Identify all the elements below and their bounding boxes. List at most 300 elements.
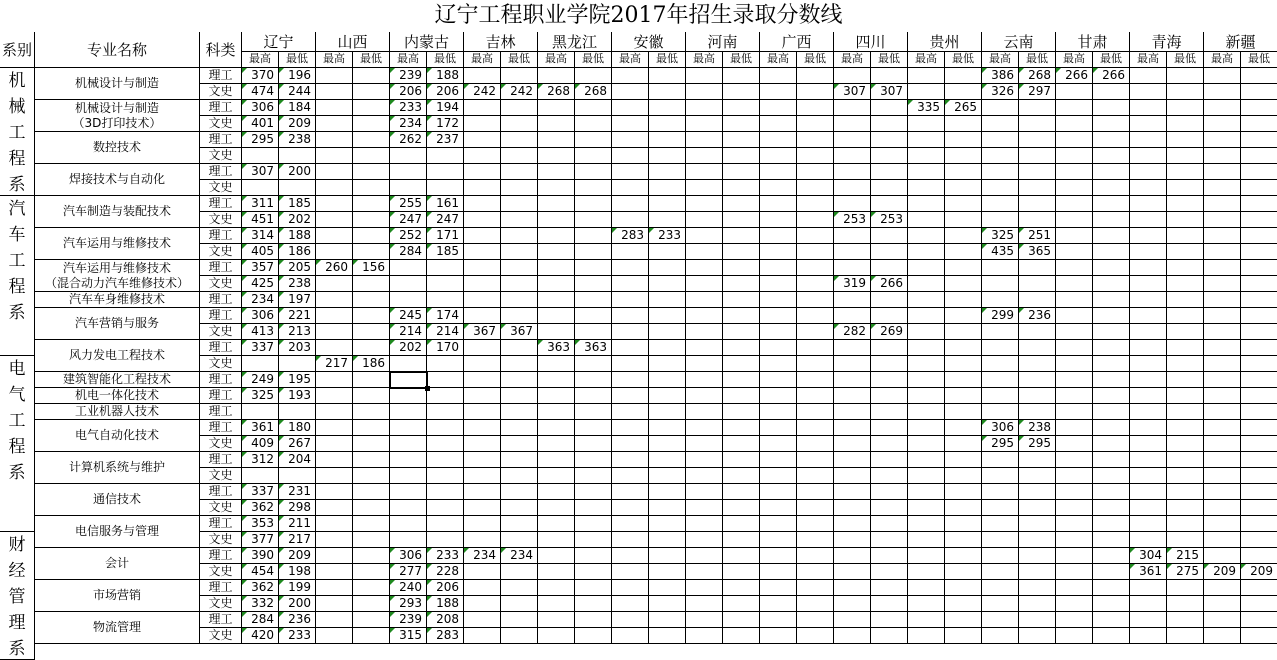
empty-cell[interactable] [797,276,834,292]
empty-cell[interactable] [945,388,982,404]
province-header[interactable]: 吉林 [464,32,538,52]
empty-cell[interactable] [464,372,501,388]
empty-cell[interactable] [316,228,353,244]
empty-cell[interactable] [834,308,871,324]
empty-cell[interactable] [353,452,390,468]
empty-cell[interactable] [1019,388,1056,404]
empty-cell[interactable] [871,260,908,276]
empty-cell[interactable] [575,580,612,596]
empty-cell[interactable] [464,292,501,308]
empty-cell[interactable] [464,596,501,612]
empty-cell[interactable] [1019,452,1056,468]
empty-cell[interactable] [1093,516,1130,532]
empty-cell[interactable] [464,244,501,260]
empty-cell[interactable] [649,548,686,564]
empty-cell[interactable] [723,596,760,612]
empty-cell[interactable] [908,580,945,596]
empty-cell[interactable] [575,468,612,484]
score-lowest-cell[interactable]: 275 [1167,564,1204,580]
header-major[interactable]: 专业名称 [35,32,200,68]
empty-cell[interactable] [501,404,538,420]
empty-cell[interactable] [427,276,464,292]
empty-cell[interactable] [501,148,538,164]
empty-cell[interactable] [760,388,797,404]
empty-cell[interactable] [945,260,982,276]
empty-cell[interactable] [1019,212,1056,228]
empty-cell[interactable] [1167,340,1204,356]
header-lowest[interactable]: 最低 [1241,52,1277,68]
empty-cell[interactable] [723,148,760,164]
empty-cell[interactable] [908,612,945,628]
empty-cell[interactable] [908,388,945,404]
score-lowest-cell[interactable]: 205 [279,260,316,276]
empty-cell[interactable] [538,260,575,276]
empty-cell[interactable] [464,340,501,356]
empty-cell[interactable] [1167,292,1204,308]
empty-cell[interactable] [760,628,797,644]
score-lowest-cell[interactable]: 247 [427,212,464,228]
subject-cell[interactable]: 理工 [200,340,242,356]
empty-cell[interactable] [834,260,871,276]
empty-cell[interactable] [908,260,945,276]
empty-cell[interactable] [390,452,427,468]
empty-cell[interactable] [1204,148,1241,164]
subject-cell[interactable]: 理工 [200,452,242,468]
empty-cell[interactable] [686,212,723,228]
empty-cell[interactable] [1204,452,1241,468]
empty-cell[interactable] [686,452,723,468]
empty-cell[interactable] [1093,292,1130,308]
empty-cell[interactable] [1019,340,1056,356]
score-highest-cell[interactable]: 409 [242,436,279,452]
empty-cell[interactable] [982,276,1019,292]
empty-cell[interactable] [1241,436,1277,452]
empty-cell[interactable] [649,516,686,532]
empty-cell[interactable] [1204,516,1241,532]
score-lowest-cell[interactable]: 365 [1019,244,1056,260]
empty-cell[interactable] [501,116,538,132]
header-highest[interactable]: 最高 [242,52,279,68]
empty-cell[interactable] [871,164,908,180]
major-name-cell[interactable] [35,420,200,452]
empty-cell[interactable] [1204,116,1241,132]
empty-cell[interactable] [575,388,612,404]
empty-cell[interactable] [686,132,723,148]
score-highest-cell[interactable]: 367 [464,324,501,340]
empty-cell[interactable] [1167,532,1204,548]
header-highest[interactable]: 最高 [464,52,501,68]
empty-cell[interactable] [1093,356,1130,372]
empty-cell[interactable] [908,164,945,180]
empty-cell[interactable] [871,500,908,516]
score-lowest-cell[interactable]: 172 [427,116,464,132]
empty-cell[interactable] [612,340,649,356]
subject-cell[interactable]: 理工 [200,516,242,532]
score-lowest-cell[interactable]: 237 [427,132,464,148]
empty-cell[interactable] [575,260,612,276]
score-highest-cell[interactable]: 252 [390,228,427,244]
empty-cell[interactable] [316,212,353,228]
empty-cell[interactable] [871,132,908,148]
empty-cell[interactable] [501,500,538,516]
score-highest-cell[interactable]: 332 [242,596,279,612]
province-header[interactable]: 安徽 [612,32,686,52]
empty-cell[interactable] [908,292,945,308]
empty-cell[interactable] [538,436,575,452]
score-highest-cell[interactable]: 268 [538,84,575,100]
empty-cell[interactable] [1130,148,1167,164]
empty-cell[interactable] [612,180,649,196]
empty-cell[interactable] [538,180,575,196]
empty-cell[interactable] [1056,84,1093,100]
empty-cell[interactable] [797,324,834,340]
empty-cell[interactable] [1056,164,1093,180]
empty-cell[interactable] [908,308,945,324]
empty-cell[interactable] [464,356,501,372]
score-lowest-cell[interactable]: 238 [1019,420,1056,436]
empty-cell[interactable] [390,436,427,452]
empty-cell[interactable] [1204,484,1241,500]
empty-cell[interactable] [464,628,501,644]
empty-cell[interactable] [316,388,353,404]
empty-cell[interactable] [1056,212,1093,228]
empty-cell[interactable] [1167,436,1204,452]
header-highest[interactable]: 最高 [1204,52,1241,68]
score-highest-cell[interactable]: 306 [242,308,279,324]
empty-cell[interactable] [1204,532,1241,548]
subject-cell[interactable]: 理工 [200,100,242,116]
major-name-cell[interactable] [35,164,200,196]
major-name-cell[interactable] [35,292,200,308]
empty-cell[interactable] [797,548,834,564]
empty-cell[interactable] [834,564,871,580]
empty-cell[interactable] [1093,324,1130,340]
empty-cell[interactable] [723,84,760,100]
empty-cell[interactable] [353,388,390,404]
empty-cell[interactable] [1130,164,1167,180]
empty-cell[interactable] [1056,324,1093,340]
subject-cell[interactable]: 文史 [200,180,242,196]
subject-cell[interactable]: 文史 [200,436,242,452]
empty-cell[interactable] [686,244,723,260]
score-highest-cell[interactable]: 295 [982,436,1019,452]
empty-cell[interactable] [1241,180,1277,196]
empty-cell[interactable] [1204,628,1241,644]
empty-cell[interactable] [353,564,390,580]
empty-cell[interactable] [1093,500,1130,516]
empty-cell[interactable] [686,404,723,420]
empty-cell[interactable] [945,372,982,388]
empty-cell[interactable] [1093,84,1130,100]
header-highest[interactable]: 最高 [538,52,575,68]
score-highest-cell[interactable]: 306 [242,100,279,116]
score-highest-cell[interactable]: 315 [390,628,427,644]
empty-cell[interactable] [1204,372,1241,388]
empty-cell[interactable] [1056,276,1093,292]
score-lowest-cell[interactable]: 251 [1019,228,1056,244]
empty-cell[interactable] [390,148,427,164]
score-highest-cell[interactable]: 386 [982,68,1019,84]
empty-cell[interactable] [1241,292,1277,308]
score-lowest-cell[interactable]: 233 [279,628,316,644]
empty-cell[interactable] [1093,580,1130,596]
empty-cell[interactable] [797,500,834,516]
empty-cell[interactable] [464,420,501,436]
empty-cell[interactable] [1130,612,1167,628]
empty-cell[interactable] [649,404,686,420]
empty-cell[interactable] [760,164,797,180]
empty-cell[interactable] [723,580,760,596]
empty-cell[interactable] [1056,628,1093,644]
empty-cell[interactable] [686,484,723,500]
empty-cell[interactable] [686,196,723,212]
empty-cell[interactable] [390,500,427,516]
empty-cell[interactable] [501,356,538,372]
province-header[interactable]: 四川 [834,32,908,52]
empty-cell[interactable] [1130,292,1167,308]
empty-cell[interactable] [908,276,945,292]
score-lowest-cell[interactable]: 186 [353,356,390,372]
empty-cell[interactable] [760,564,797,580]
empty-cell[interactable] [1093,628,1130,644]
empty-cell[interactable] [908,564,945,580]
empty-cell[interactable] [316,372,353,388]
score-highest-cell[interactable]: 325 [242,388,279,404]
score-lowest-cell[interactable]: 242 [501,84,538,100]
header-lowest[interactable]: 最低 [279,52,316,68]
empty-cell[interactable] [501,100,538,116]
subject-cell[interactable]: 理工 [200,388,242,404]
empty-cell[interactable] [1019,100,1056,116]
empty-cell[interactable] [1204,212,1241,228]
empty-cell[interactable] [316,468,353,484]
score-lowest-cell[interactable]: 208 [427,612,464,628]
empty-cell[interactable] [427,388,464,404]
empty-cell[interactable] [797,356,834,372]
empty-cell[interactable] [575,532,612,548]
empty-cell[interactable] [279,148,316,164]
empty-cell[interactable] [1241,84,1277,100]
empty-cell[interactable] [797,116,834,132]
score-highest-cell[interactable]: 240 [390,580,427,596]
empty-cell[interactable] [945,468,982,484]
empty-cell[interactable] [427,484,464,500]
empty-cell[interactable] [1056,596,1093,612]
empty-cell[interactable] [982,196,1019,212]
empty-cell[interactable] [1093,372,1130,388]
empty-cell[interactable] [945,612,982,628]
score-lowest-cell[interactable]: 265 [945,100,982,116]
empty-cell[interactable] [464,436,501,452]
empty-cell[interactable] [1130,580,1167,596]
empty-cell[interactable] [834,452,871,468]
empty-cell[interactable] [538,580,575,596]
empty-cell[interactable] [1019,596,1056,612]
empty-cell[interactable] [723,548,760,564]
empty-cell[interactable] [1130,484,1167,500]
empty-cell[interactable] [908,628,945,644]
empty-cell[interactable] [612,468,649,484]
empty-cell[interactable] [834,436,871,452]
empty-cell[interactable] [612,548,649,564]
empty-cell[interactable] [575,100,612,116]
empty-cell[interactable] [1241,164,1277,180]
empty-cell[interactable] [686,580,723,596]
empty-cell[interactable] [686,68,723,84]
header-highest[interactable]: 最高 [1056,52,1093,68]
empty-cell[interactable] [575,308,612,324]
empty-cell[interactable] [871,292,908,308]
empty-cell[interactable] [1056,340,1093,356]
empty-cell[interactable] [612,628,649,644]
empty-cell[interactable] [649,356,686,372]
empty-cell[interactable] [723,356,760,372]
header-highest[interactable]: 最高 [1130,52,1167,68]
empty-cell[interactable] [760,372,797,388]
subject-cell[interactable]: 理工 [200,292,242,308]
empty-cell[interactable] [353,228,390,244]
empty-cell[interactable] [945,324,982,340]
empty-cell[interactable] [1093,596,1130,612]
score-highest-cell[interactable]: 277 [390,564,427,580]
score-highest-cell[interactable]: 363 [538,340,575,356]
score-lowest-cell[interactable]: 200 [279,596,316,612]
empty-cell[interactable] [538,372,575,388]
empty-cell[interactable] [1204,164,1241,180]
empty-cell[interactable] [1204,404,1241,420]
empty-cell[interactable] [908,532,945,548]
empty-cell[interactable] [538,356,575,372]
subject-cell[interactable]: 文史 [200,500,242,516]
empty-cell[interactable] [1167,212,1204,228]
major-name-cell[interactable] [35,404,200,420]
score-lowest-cell[interactable]: 188 [279,228,316,244]
empty-cell[interactable] [797,372,834,388]
empty-cell[interactable] [686,324,723,340]
empty-cell[interactable] [612,116,649,132]
score-highest-cell[interactable]: 312 [242,452,279,468]
empty-cell[interactable] [760,276,797,292]
empty-cell[interactable] [427,500,464,516]
empty-cell[interactable] [1019,612,1056,628]
subject-cell[interactable]: 文史 [200,244,242,260]
empty-cell[interactable] [575,612,612,628]
empty-cell[interactable] [908,84,945,100]
empty-cell[interactable] [501,612,538,628]
empty-cell[interactable] [538,324,575,340]
empty-cell[interactable] [1204,436,1241,452]
empty-cell[interactable] [723,196,760,212]
empty-cell[interactable] [945,212,982,228]
empty-cell[interactable] [649,276,686,292]
empty-cell[interactable] [501,340,538,356]
empty-cell[interactable] [760,324,797,340]
empty-cell[interactable] [1019,196,1056,212]
empty-cell[interactable] [945,196,982,212]
score-highest-cell[interactable]: 284 [242,612,279,628]
score-highest-cell[interactable]: 335 [908,100,945,116]
empty-cell[interactable] [723,372,760,388]
empty-cell[interactable] [538,276,575,292]
score-highest-cell[interactable]: 245 [390,308,427,324]
subject-cell[interactable]: 文史 [200,596,242,612]
score-lowest-cell[interactable]: 231 [279,484,316,500]
empty-cell[interactable] [1056,244,1093,260]
empty-cell[interactable] [501,260,538,276]
header-highest[interactable]: 最高 [390,52,427,68]
score-highest-cell[interactable]: 260 [316,260,353,276]
empty-cell[interactable] [575,548,612,564]
empty-cell[interactable] [908,516,945,532]
empty-cell[interactable] [1167,420,1204,436]
empty-cell[interactable] [575,68,612,84]
empty-cell[interactable] [797,612,834,628]
empty-cell[interactable] [538,516,575,532]
empty-cell[interactable] [760,404,797,420]
empty-cell[interactable] [353,404,390,420]
subject-cell[interactable]: 理工 [200,68,242,84]
empty-cell[interactable] [871,68,908,84]
empty-cell[interactable] [797,132,834,148]
empty-cell[interactable] [1130,468,1167,484]
empty-cell[interactable] [279,356,316,372]
empty-cell[interactable] [464,308,501,324]
header-lowest[interactable]: 最低 [1093,52,1130,68]
empty-cell[interactable] [1056,420,1093,436]
empty-cell[interactable] [1093,532,1130,548]
empty-cell[interactable] [353,148,390,164]
header-lowest[interactable]: 最低 [945,52,982,68]
empty-cell[interactable] [538,196,575,212]
empty-cell[interactable] [871,548,908,564]
subject-cell[interactable]: 理工 [200,612,242,628]
empty-cell[interactable] [390,484,427,500]
empty-cell[interactable] [982,180,1019,196]
empty-cell[interactable] [612,292,649,308]
score-lowest-cell[interactable]: 186 [279,244,316,260]
header-highest[interactable]: 最高 [834,52,871,68]
province-header[interactable]: 河南 [686,32,760,52]
empty-cell[interactable] [427,516,464,532]
empty-cell[interactable] [464,404,501,420]
empty-cell[interactable] [649,148,686,164]
empty-cell[interactable] [871,180,908,196]
empty-cell[interactable] [686,612,723,628]
empty-cell[interactable] [464,532,501,548]
empty-cell[interactable] [1130,388,1167,404]
empty-cell[interactable] [871,612,908,628]
empty-cell[interactable] [575,516,612,532]
empty-cell[interactable] [908,500,945,516]
empty-cell[interactable] [1056,548,1093,564]
empty-cell[interactable] [1019,564,1056,580]
empty-cell[interactable] [1167,180,1204,196]
empty-cell[interactable] [1130,516,1167,532]
empty-cell[interactable] [1019,164,1056,180]
empty-cell[interactable] [797,484,834,500]
empty-cell[interactable] [1204,196,1241,212]
score-lowest-cell[interactable]: 363 [575,340,612,356]
empty-cell[interactable] [1241,276,1277,292]
empty-cell[interactable] [760,436,797,452]
empty-cell[interactable] [1019,516,1056,532]
empty-cell[interactable] [723,516,760,532]
score-lowest-cell[interactable]: 266 [1093,68,1130,84]
empty-cell[interactable] [871,308,908,324]
header-lowest[interactable]: 最低 [723,52,760,68]
empty-cell[interactable] [1241,532,1277,548]
score-lowest-cell[interactable]: 193 [279,388,316,404]
